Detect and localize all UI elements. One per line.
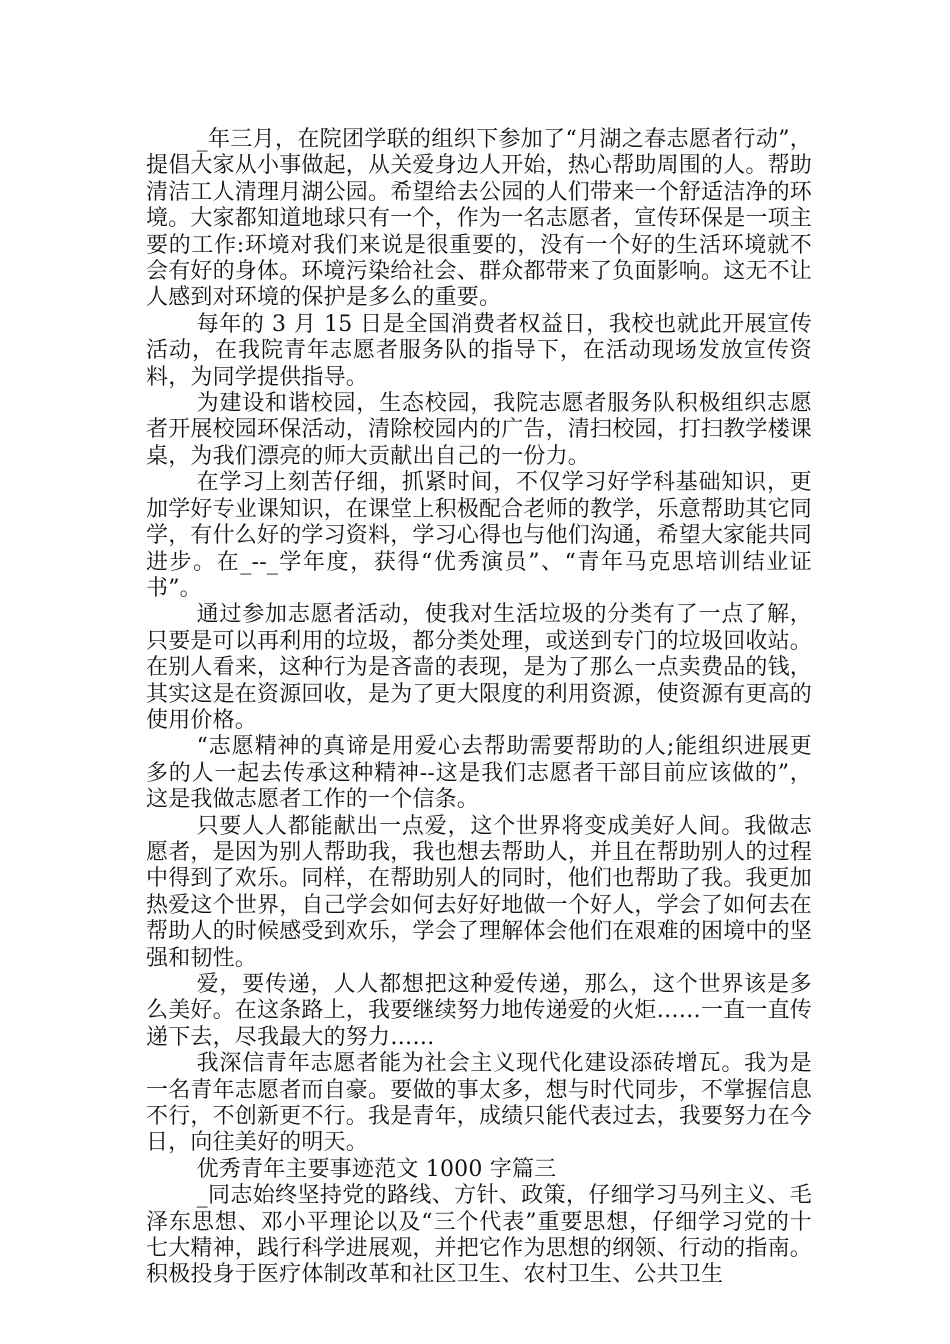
paragraph-8: 爱，要传递，人人都想把这种爱传递，那么，这个世界该是多么美好。在这条路上，我要继续努力地传递爱的火炬……一直一直传递下去，尽我最大的努力…… — [146, 972, 813, 1050]
paragraph-7: 只要人人都能献出一点爱，这个世界将变成美好人间。我做志愿者，是因为别人帮助我，我也想去帮助人，并且在帮助别人的过程中得到了欢乐。同样，在帮助别人的同时，他们也帮助了我。我更加热爱这个世界，自己学会如何去好好地做一个好人，学会了如何去在帮助人的时候感受到欢乐，学会了理解体会他们在艰难的困境中的坚强和韧性。 — [146, 813, 813, 971]
paragraph-5: 通过参加志愿者活动，使我对生活垃圾的分类有了一点了解，只要是可以再利用的垃圾，都分类处理，或送到专门的垃圾回收站。在别人看来，这种行为是吝啬的表现，是为了那么一点卖费品的钱，其实这是在资源回收，是为了更大限度的利用资源，使资源有更高的使用价格。 — [146, 602, 813, 733]
paragraph-2: 每年的 3 月 15 日是全国消费者权益日，我校也就此开展宣传活动，在我院青年志愿者服务队的指导下，在活动现场发放宣传资料，为同学提供指导。 — [146, 311, 812, 390]
paragraph-6: “志愿精神的真谛是用爱心去帮助需要帮助的人;能组织进展更多的人一起去传承这种精神--这是我们志愿者干部目前应该做的”，这是我做志愿者工作的一个信条。 — [146, 734, 812, 813]
paragraph-10: _同志始终坚持党的路线、方针、政策，仔细学习马列主义、毛泽东思想、邓小平理论以及“三个代表”重要思想，仔细学习党的十七大精神，践行科学进展观，并把它作为思想的纲领、行动的指南。积极投身于医疗体制改革和社区卫生、农村卫生、公共卫生 — [146, 1183, 813, 1288]
document-body — [146, 127, 812, 1289]
paragraph-1: _年三月，在院团学联的组织下参加了“月湖之春志愿者行动”， 提倡大家从小事做起，从关爱身边人开始，热心帮助周围的人。帮助清洁工人清理月湖公园。希望给去公园的人们带来一个舒适洁净的环境。大家都知道地球只有一个，作为一名志愿者，宣传环保是一项主要的工作:环境对我们来说是很重要的，没有一个好的生活环境就不会有好的身体。环境污染给社会、群众都带来了负面影响。这无不让人感到对环境的保护是多么的重要。 — [146, 127, 813, 311]
paragraph-4: 在学习上刻苦仔细，抓紧时间，不仅学习好学科基础知识，更加学好专业课知识，在课堂上积极配合老师的教学，乐意帮助其它同学，有什么好的学习资料，学习心得也与他们沟通，希望大家能共同进步。在_--_学年度，获得“优秀演员”、“青年马克思培训结业证书”。 — [146, 470, 813, 601]
paragraph-3: 为建设和谐校园，生态校园，我院志愿者服务队积极组织志愿者开展校园环保活动，清除校园内的广告，清扫校园，打扫教学楼课桌，为我们漂亮的师大贡献出自己的一份力。 — [146, 391, 813, 469]
section-heading: 优秀青年主要事迹范文 1000 字篇三 — [196, 1156, 557, 1182]
paragraph-9: 我深信青年志愿者能为社会主义现代化建设添砖增瓦。我为是一名青年志愿者而自豪。要做的事太多，想与时代同步，不掌握信息不行，不创新更不行。我是青年，成绩只能代表过去，我要努力在今日，向往美好的明天。 — [146, 1051, 813, 1156]
